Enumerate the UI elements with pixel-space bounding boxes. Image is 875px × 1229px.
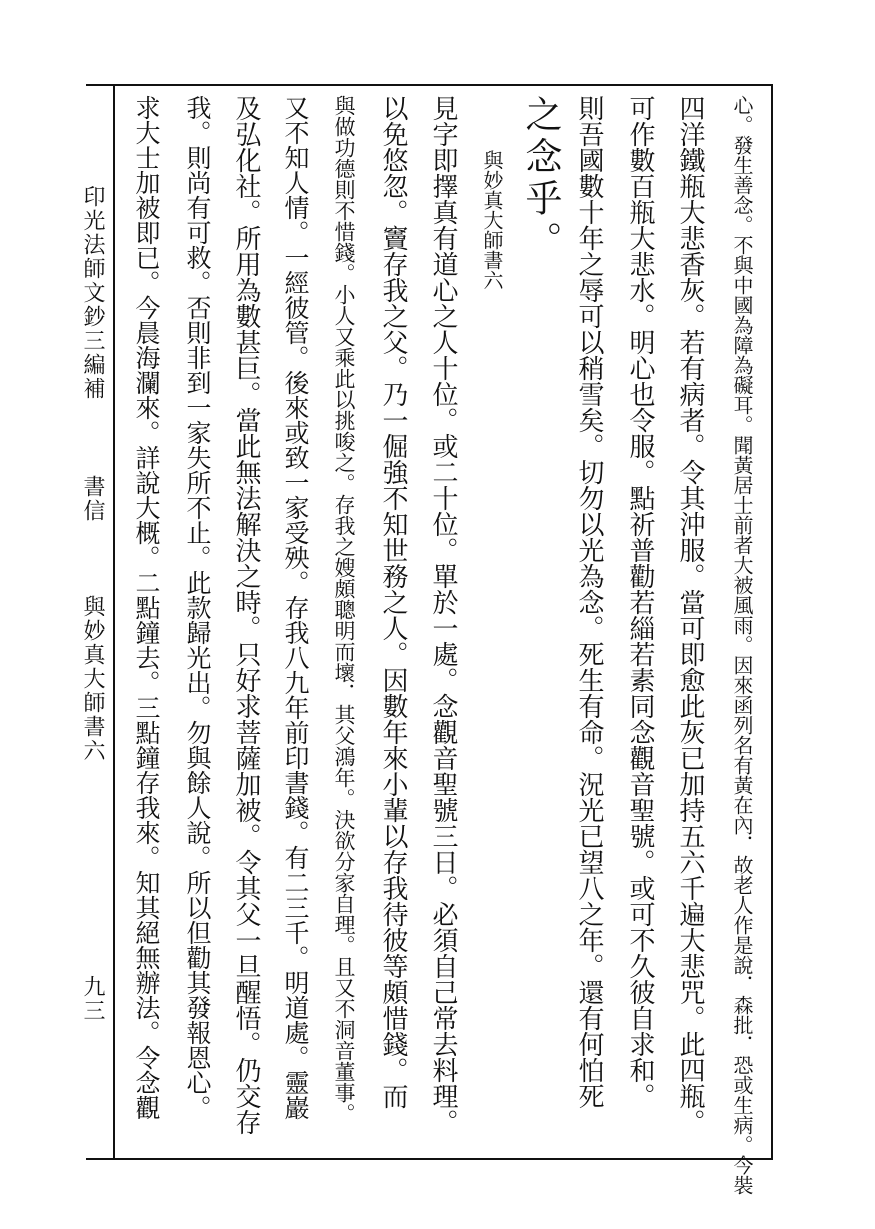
text-column-5: 之念乎。 — [519, 95, 562, 263]
text-column-8: 以免悠忽。竇存我之父。乃一倔強不知世務之人。因數年來小輩以存我待彼等頗惜錢。而 — [378, 95, 408, 1109]
margin-rule-bottom — [86, 1158, 114, 1160]
letter-title: 與妙真大師書六 — [480, 150, 504, 290]
page-margin — [74, 185, 110, 1135]
page-number: 九三 — [80, 975, 105, 1023]
text-column-4: 則吾國數十年之辱可以稍雪矣。切勿以光為念。死生有命。況光已望八之年。還有何怕死 — [574, 95, 604, 1109]
text-column-7: 見字即擇真有道心之人十位。或二十位。單於一處。念觀音聖號三日。必須自己常去料理。 — [428, 95, 458, 1135]
text-column-10: 又不知人情。一經彼管。後來或致一家受殃。存我八九年前印書錢。有二三千。明道處。靈巖 — [281, 95, 310, 1120]
section-title: 書信 — [80, 475, 105, 523]
chapter-title: 與妙真大師書六 — [80, 595, 105, 763]
text-column-12: 我。則尚有可救。否則非到一家失所不止。此款歸光出。勿與餘人說。所以但勸其發報恩心。 — [183, 95, 212, 1120]
book-title: 印光法師文鈔三編補 — [80, 185, 105, 401]
text-column-9: 與做功德則不惜錢。小人又乘此以挑唆之。存我之嫂頗聰明而壞．其父鴻年。決欲分家自理。且又不洞音董事。 — [332, 95, 356, 1124]
text-column-13: 求大士加被即已。今晨海瀾來。詳說大概。二點鐘去。三點鐘存我來。知其絕無辦法。令念觀 — [132, 95, 161, 1120]
text-column-2: 四洋鐵瓶大悲香灰。若有病者。令其沖服。當可即愈此灰已加持五六千遍大悲咒。此四瓶。 — [675, 95, 705, 1135]
text-column-3: 可作數百瓶大悲水。明心也令服。點祈普勸若緇若素同念觀音聖號。或可不久彼自求和。 — [625, 95, 655, 1109]
text-column-11: 及弘化社。所用為數甚巨。當此無法解決之時。只好求菩薩加被。令其父一旦醒悟。仍交存 — [231, 95, 261, 1135]
text-column-1: 心。發生善念。不與中國為障為礙耳。聞黃居士前者大被風雨。因來函列名有黃在內．故老人作是說．森批．恐或生病。今裝 — [730, 95, 754, 1195]
margin-rule-top — [86, 84, 114, 86]
